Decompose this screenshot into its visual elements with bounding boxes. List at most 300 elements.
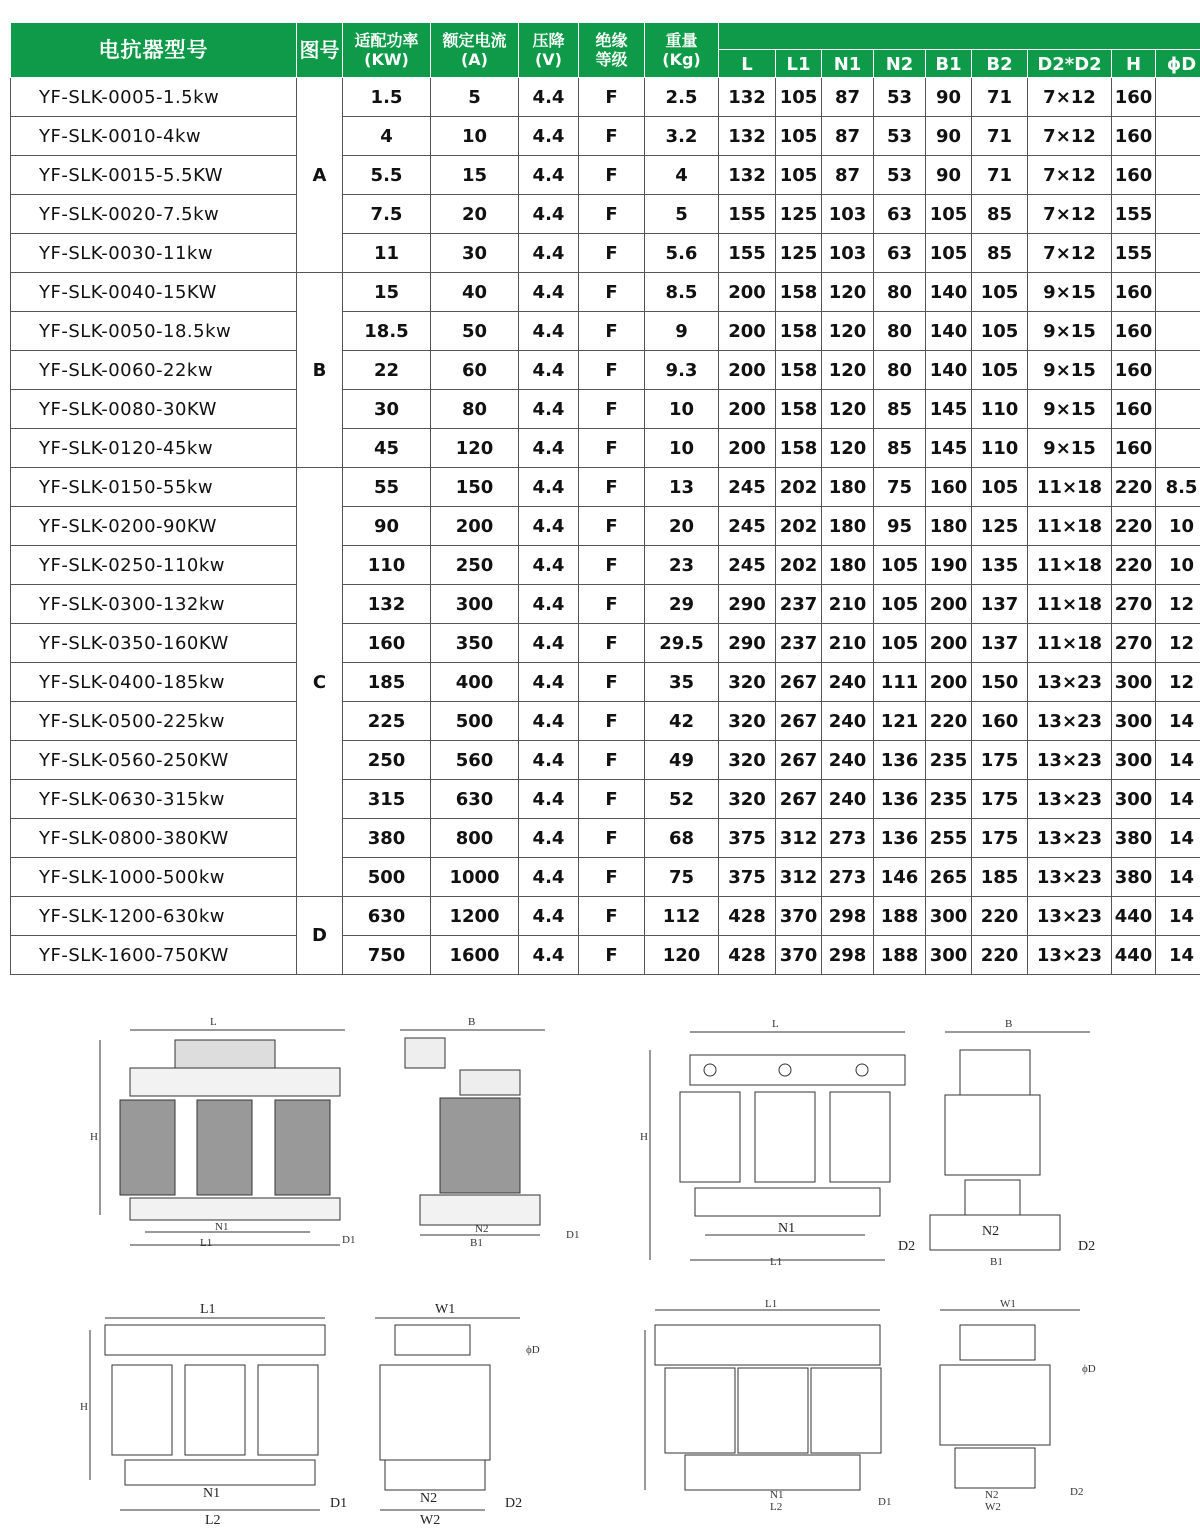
bottom-bracket-d — [685, 1455, 860, 1490]
cell-n1: 120 — [822, 429, 874, 468]
cell-l1: 158 — [776, 351, 822, 390]
cell-b2: 85 — [972, 195, 1028, 234]
cell-b2: 175 — [972, 741, 1028, 780]
cell-b1: 140 — [926, 351, 972, 390]
label-b1-b: B1 — [990, 1256, 1003, 1268]
label-l1-c: L1 — [200, 1302, 216, 1317]
label-phid-c: ϕD — [526, 1344, 540, 1356]
cell-l: 290 — [719, 585, 776, 624]
cell-b1: 190 — [926, 546, 972, 585]
cell-b1: 140 — [926, 312, 972, 351]
cell-weight: 20 — [645, 507, 719, 546]
table-row — [11, 312, 1200, 351]
cell-weight: 52 — [645, 780, 719, 819]
header-dims-top — [719, 23, 1200, 50]
cell-current: 1000 — [431, 858, 519, 897]
cell-l: 320 — [719, 780, 776, 819]
cell-n1: 210 — [822, 624, 874, 663]
label-phid-d: ϕD — [1082, 1363, 1096, 1375]
cell-b2: 105 — [972, 351, 1028, 390]
header-power — [343, 23, 431, 78]
cell-l1: 202 — [776, 546, 822, 585]
cell-b2: 71 — [972, 156, 1028, 195]
drawing-b-side — [930, 1018, 1095, 1268]
cell-b2: 175 — [972, 819, 1028, 858]
cell-h: 220 — [1112, 546, 1156, 585]
cell-current: 20 — [431, 195, 519, 234]
label-d1-d: D1 — [878, 1496, 892, 1508]
header-voltage-line1: 压降 — [532, 31, 565, 50]
cell-l: 132 — [719, 156, 776, 195]
coil-d2 — [738, 1368, 808, 1453]
cell-model: YF-SLK-0040-15KW — [11, 273, 297, 312]
cell-weight: 68 — [645, 819, 719, 858]
cell-weight: 35 — [645, 663, 719, 702]
cell-power: 225 — [343, 702, 431, 741]
cell-h: 160 — [1112, 390, 1156, 429]
header-current-line1: 额定电流 — [442, 31, 507, 50]
cell-current: 30 — [431, 234, 519, 273]
header-power-line2: (KW) — [364, 50, 409, 69]
coil-b2 — [755, 1092, 815, 1182]
cell-current: 800 — [431, 819, 519, 858]
cell-l: 428 — [719, 897, 776, 936]
cell-d2: 7×12 — [1028, 117, 1112, 156]
label-d1-c: D1 — [330, 1496, 348, 1511]
cell-b2: 125 — [972, 507, 1028, 546]
cell-b1: 105 — [926, 234, 972, 273]
cell-n2: 53 — [874, 117, 926, 156]
cell-power: 110 — [343, 546, 431, 585]
cell-weight: 75 — [645, 858, 719, 897]
cell-d2: 7×12 — [1028, 195, 1112, 234]
cell-b2: 220 — [972, 936, 1028, 975]
cell-n1: 120 — [822, 351, 874, 390]
cell-n2: 121 — [874, 702, 926, 741]
table-row — [11, 195, 1200, 234]
cell-b2: 137 — [972, 585, 1028, 624]
cell-n2: 53 — [874, 156, 926, 195]
cell-h: 160 — [1112, 78, 1156, 117]
cell-b2: 105 — [972, 273, 1028, 312]
cell-drop: 4.4 — [519, 936, 579, 975]
cell-power: 4 — [343, 117, 431, 156]
cell-n1: 120 — [822, 273, 874, 312]
cell-drop: 4.4 — [519, 507, 579, 546]
cell-model: YF-SLK-0150-55kw — [11, 468, 297, 507]
cell-ins: F — [579, 702, 645, 741]
cell-l: 200 — [719, 351, 776, 390]
drawing-c-front — [80, 1302, 347, 1528]
cell-ins: F — [579, 312, 645, 351]
cell-l1: 370 — [776, 936, 822, 975]
cell-l1: 202 — [776, 468, 822, 507]
cell-model: YF-SLK-0500-225kw — [11, 702, 297, 741]
cell-current: 5 — [431, 78, 519, 117]
cell-d2: 13×23 — [1028, 858, 1112, 897]
cell-l1: 370 — [776, 897, 822, 936]
cell-weight: 13 — [645, 468, 719, 507]
header-current — [431, 23, 519, 78]
label-w2-c: W2 — [420, 1513, 441, 1528]
cell-b1: 220 — [926, 702, 972, 741]
table-row — [11, 234, 1200, 273]
cell-b1: 255 — [926, 819, 972, 858]
cell-h: 300 — [1112, 780, 1156, 819]
label-n1-a: N1 — [215, 1221, 229, 1233]
cell-b2: 185 — [972, 858, 1028, 897]
cell-h: 300 — [1112, 663, 1156, 702]
cell-n2: 75 — [874, 468, 926, 507]
cell-d — [1156, 351, 1200, 390]
cell-l1: 105 — [776, 156, 822, 195]
table-row — [11, 858, 1200, 897]
table-row — [11, 780, 1200, 819]
cell-b2: 85 — [972, 234, 1028, 273]
cell-model: YF-SLK-0200-90KW — [11, 507, 297, 546]
cell-b1: 180 — [926, 507, 972, 546]
cell-b2: 71 — [972, 117, 1028, 156]
label-b1-a: B1 — [470, 1237, 483, 1249]
side-lower-b — [965, 1180, 1020, 1215]
cell-model: YF-SLK-1600-750KW — [11, 936, 297, 975]
cell-l1: 158 — [776, 312, 822, 351]
label-l-a: L — [210, 1016, 217, 1028]
drawing-d-front — [645, 1298, 891, 1513]
header-insulation-line2: 等级 — [595, 50, 628, 69]
coil-b1 — [680, 1092, 740, 1182]
cell-h: 300 — [1112, 702, 1156, 741]
cell-d2: 9×15 — [1028, 273, 1112, 312]
terminal-block-a — [175, 1040, 275, 1070]
top-bracket-d — [655, 1325, 880, 1365]
cell-n2: 136 — [874, 780, 926, 819]
cell-drop: 4.4 — [519, 351, 579, 390]
cell-power: 630 — [343, 897, 431, 936]
label-b-a: B — [468, 1016, 476, 1028]
cell-ins: F — [579, 858, 645, 897]
cell-power: 1.5 — [343, 78, 431, 117]
cell-d2: 7×12 — [1028, 78, 1112, 117]
cell-n1: 240 — [822, 780, 874, 819]
cell-l: 200 — [719, 273, 776, 312]
cell-d: 12 — [1156, 624, 1200, 663]
cell-current: 300 — [431, 585, 519, 624]
cell-current: 630 — [431, 780, 519, 819]
label-d2-c: D2 — [505, 1496, 523, 1511]
cell-d2: 9×15 — [1028, 351, 1112, 390]
cell-n2: 85 — [874, 390, 926, 429]
cell-model: YF-SLK-0020-7.5kw — [11, 195, 297, 234]
drawings-svg — [0, 1010, 1200, 1530]
cell-l1: 105 — [776, 117, 822, 156]
cell-h: 160 — [1112, 351, 1156, 390]
cell-l: 155 — [719, 195, 776, 234]
coil-d1 — [665, 1368, 735, 1453]
cell-h: 270 — [1112, 624, 1156, 663]
cell-b1: 140 — [926, 273, 972, 312]
cell-power: 185 — [343, 663, 431, 702]
cell-model: YF-SLK-0250-110kw — [11, 546, 297, 585]
label-d1-a-side: D1 — [566, 1229, 580, 1241]
cell-b1: 265 — [926, 858, 972, 897]
cell-d2: 13×23 — [1028, 897, 1112, 936]
cell-model: YF-SLK-0015-5.5KW — [11, 156, 297, 195]
cell-b1: 300 — [926, 936, 972, 975]
side-terminal-a — [405, 1038, 445, 1068]
cell-b1: 105 — [926, 195, 972, 234]
drawing-a-front — [90, 1016, 355, 1249]
header-weight-line2: (Kg) — [662, 50, 701, 69]
cell-ins: F — [579, 585, 645, 624]
cell-b2: 150 — [972, 663, 1028, 702]
cell-model: YF-SLK-0005-1.5kw — [11, 78, 297, 117]
cell-ins: F — [579, 273, 645, 312]
table-row — [11, 936, 1200, 975]
cell-d: 8.5 — [1156, 468, 1200, 507]
cell-b2: 220 — [972, 897, 1028, 936]
cell-d2: 9×15 — [1028, 312, 1112, 351]
cell-n1: 87 — [822, 78, 874, 117]
cell-d: 14 — [1156, 702, 1200, 741]
cell-n2: 146 — [874, 858, 926, 897]
cell-current: 500 — [431, 702, 519, 741]
side-coil-a — [440, 1098, 520, 1193]
cell-current: 560 — [431, 741, 519, 780]
header-voltage-line2: (V) — [534, 50, 562, 69]
side-clamp-a — [460, 1070, 520, 1095]
side-top-c — [395, 1325, 470, 1355]
bottom-bracket-b — [695, 1188, 880, 1216]
cell-b2: 160 — [972, 702, 1028, 741]
header-figure: 图号 — [297, 23, 343, 78]
drawing-b-front — [640, 1018, 915, 1268]
label-l-b: L — [772, 1018, 779, 1030]
cell-n1: 103 — [822, 234, 874, 273]
table-row — [11, 156, 1200, 195]
cell-power: 750 — [343, 936, 431, 975]
cell-l: 375 — [719, 819, 776, 858]
header-weight-line1: 重量 — [665, 31, 698, 50]
label-n2-c: N2 — [420, 1491, 438, 1506]
label-d2-b-side: D2 — [1078, 1239, 1096, 1254]
cell-b2: 71 — [972, 78, 1028, 117]
cell-l1: 125 — [776, 234, 822, 273]
cell-h: 160 — [1112, 273, 1156, 312]
cell-weight: 5.6 — [645, 234, 719, 273]
cell-d: 14 — [1156, 819, 1200, 858]
cell-n1: 240 — [822, 663, 874, 702]
cell-drop: 4.4 — [519, 156, 579, 195]
cell-ins: F — [579, 819, 645, 858]
header-current-line2: (A) — [460, 50, 488, 69]
cell-drop: 4.4 — [519, 780, 579, 819]
cell-current: 150 — [431, 468, 519, 507]
table-row — [11, 390, 1200, 429]
cell-d — [1156, 195, 1200, 234]
cell-d2: 11×18 — [1028, 468, 1112, 507]
table-row — [11, 351, 1200, 390]
cell-b1: 235 — [926, 741, 972, 780]
cell-n2: 105 — [874, 546, 926, 585]
cell-b2: 105 — [972, 312, 1028, 351]
cell-model: YF-SLK-0050-18.5kw — [11, 312, 297, 351]
cell-current: 120 — [431, 429, 519, 468]
cell-d2: 7×12 — [1028, 234, 1112, 273]
cell-b2: 110 — [972, 429, 1028, 468]
cell-current: 15 — [431, 156, 519, 195]
header-weight — [645, 23, 719, 78]
cell-n2: 105 — [874, 624, 926, 663]
header-dim-L: L — [719, 50, 776, 78]
cell-n1: 87 — [822, 156, 874, 195]
cell-model: YF-SLK-0030-11kw — [11, 234, 297, 273]
cell-l1: 158 — [776, 390, 822, 429]
cell-h: 440 — [1112, 936, 1156, 975]
side-coil-c — [380, 1365, 490, 1460]
label-n2-a: N2 — [475, 1223, 489, 1235]
coil-b3 — [830, 1092, 890, 1182]
top-bracket-a — [130, 1068, 340, 1096]
dimension-drawings — [0, 1010, 1200, 1530]
cell-l: 320 — [719, 702, 776, 741]
cell-h: 155 — [1112, 234, 1156, 273]
table-row — [11, 546, 1200, 585]
cell-drop: 4.4 — [519, 702, 579, 741]
cell-weight: 23 — [645, 546, 719, 585]
cell-drop: 4.4 — [519, 819, 579, 858]
header-voltage-drop — [519, 23, 579, 78]
cell-d: 14 — [1156, 936, 1200, 975]
side-coil-b — [945, 1095, 1040, 1175]
cell-l: 245 — [719, 468, 776, 507]
header-dim-N1: N1 — [822, 50, 874, 78]
reactor-spec-table — [10, 22, 1200, 975]
label-h-c: H — [80, 1401, 88, 1413]
label-l1-a: L1 — [200, 1237, 213, 1249]
cell-power: 90 — [343, 507, 431, 546]
header-dim-B1: B1 — [926, 50, 972, 78]
cell-weight: 8.5 — [645, 273, 719, 312]
header-dim-N2: N2 — [874, 50, 926, 78]
drawing-c-side — [375, 1302, 540, 1528]
cell-n1: 273 — [822, 858, 874, 897]
cell-n1: 180 — [822, 468, 874, 507]
cell-l: 155 — [719, 234, 776, 273]
cell-ins: F — [579, 78, 645, 117]
cell-l1: 125 — [776, 195, 822, 234]
cell-b2: 137 — [972, 624, 1028, 663]
cell-d — [1156, 117, 1200, 156]
cell-l1: 105 — [776, 78, 822, 117]
cell-b1: 235 — [926, 780, 972, 819]
cell-n2: 95 — [874, 507, 926, 546]
cell-weight: 3.2 — [645, 117, 719, 156]
cell-d2: 13×23 — [1028, 819, 1112, 858]
cell-ins: F — [579, 780, 645, 819]
cell-current: 10 — [431, 117, 519, 156]
cell-figure: C — [297, 468, 343, 897]
label-n1-b: N1 — [778, 1221, 796, 1236]
header-dim-phiD: ϕD — [1156, 50, 1200, 78]
cell-n2: 80 — [874, 351, 926, 390]
cell-weight: 112 — [645, 897, 719, 936]
cell-d: 10 — [1156, 507, 1200, 546]
cell-h: 220 — [1112, 507, 1156, 546]
cell-l1: 237 — [776, 585, 822, 624]
cell-ins: F — [579, 624, 645, 663]
cell-ins: F — [579, 234, 645, 273]
cell-n2: 63 — [874, 234, 926, 273]
label-l1-b: L1 — [770, 1256, 783, 1268]
cell-d: 14 — [1156, 858, 1200, 897]
cell-l1: 267 — [776, 702, 822, 741]
cell-n2: 136 — [874, 819, 926, 858]
header-insulation — [579, 23, 645, 78]
label-l1-d: L1 — [765, 1298, 778, 1310]
coil-a1 — [120, 1100, 175, 1195]
side-base-d — [955, 1448, 1035, 1488]
cell-weight: 49 — [645, 741, 719, 780]
label-d2-d: D2 — [1070, 1486, 1084, 1498]
cell-drop: 4.4 — [519, 624, 579, 663]
cell-l: 320 — [719, 741, 776, 780]
cell-l1: 267 — [776, 741, 822, 780]
cell-d2: 11×18 — [1028, 585, 1112, 624]
cell-power: 160 — [343, 624, 431, 663]
cell-b1: 300 — [926, 897, 972, 936]
cell-l1: 267 — [776, 780, 822, 819]
cell-h: 160 — [1112, 117, 1156, 156]
table-row — [11, 585, 1200, 624]
cell-model: YF-SLK-0300-132kw — [11, 585, 297, 624]
cell-figure: A — [297, 78, 343, 273]
side-base-a — [420, 1195, 540, 1225]
label-n2-b: N2 — [982, 1224, 1000, 1239]
cell-current: 40 — [431, 273, 519, 312]
cell-d: 14 — [1156, 741, 1200, 780]
bottom-bracket-a — [130, 1198, 340, 1220]
cell-drop: 4.4 — [519, 390, 579, 429]
cell-d: 14 — [1156, 897, 1200, 936]
cell-n1: 273 — [822, 819, 874, 858]
cell-power: 45 — [343, 429, 431, 468]
cell-model: YF-SLK-0630-315kw — [11, 780, 297, 819]
cell-h: 300 — [1112, 741, 1156, 780]
cell-h: 160 — [1112, 429, 1156, 468]
cell-l1: 312 — [776, 819, 822, 858]
cell-power: 11 — [343, 234, 431, 273]
cell-b1: 145 — [926, 429, 972, 468]
table-row — [11, 897, 1200, 936]
cell-power: 15 — [343, 273, 431, 312]
table-row — [11, 273, 1200, 312]
cell-current: 50 — [431, 312, 519, 351]
cell-n1: 87 — [822, 117, 874, 156]
cell-weight: 9 — [645, 312, 719, 351]
cell-d — [1156, 429, 1200, 468]
label-w2-d: W2 — [985, 1501, 1001, 1513]
cell-weight: 10 — [645, 390, 719, 429]
cell-n2: 136 — [874, 741, 926, 780]
cell-l: 200 — [719, 312, 776, 351]
table-row — [11, 702, 1200, 741]
cell-current: 200 — [431, 507, 519, 546]
cell-drop: 4.4 — [519, 585, 579, 624]
label-w1-d: W1 — [1000, 1298, 1016, 1310]
cell-h: 220 — [1112, 468, 1156, 507]
cell-h: 160 — [1112, 312, 1156, 351]
